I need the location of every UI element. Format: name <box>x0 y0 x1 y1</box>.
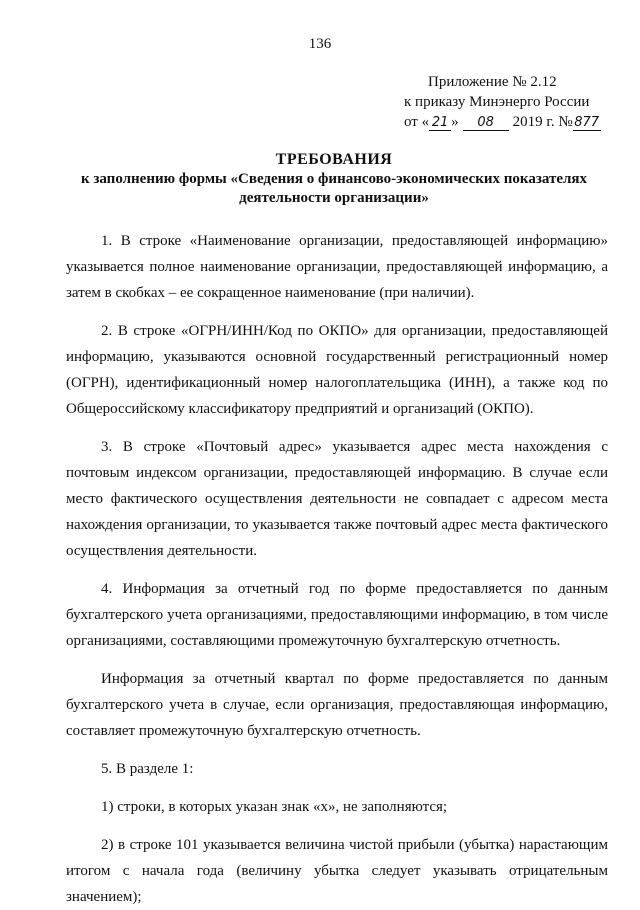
handwritten-day: 21 <box>429 115 451 131</box>
paragraph-3: 3. В строке «Почтовый адрес» указывается адрес места нахождения с почтовым индексом организации, предоставляющей информацию. В случае если место фактического осуществления деятельности не совпадает с адресом места нахождения организации, то указывается также почтовый адрес места фактического осуществления деятельности. <box>66 439 608 559</box>
title-subtitle-line2: деятельности организации» <box>239 190 429 206</box>
document-title <box>60 150 608 208</box>
appendix-title: Приложение № 2.12 <box>428 74 557 90</box>
paragraph-5-item-2: 2) в строке 101 указывается величина чистой прибыли (убытка) нарастающим итогом с начала года (величину убытка следует указывать отрицательным значением); <box>66 837 608 905</box>
appendix-date-line <box>404 112 604 132</box>
paragraph-4: 4. Информация за отчетный год по форме предоставляется по данным бухгалтерского учета организациями, предоставляющими информацию, в том числе организациями, составляющими промежуточную бухгалтерскую отчетность. <box>66 581 608 649</box>
date-year: 2019 г. № <box>512 114 573 130</box>
handwritten-month: 08 <box>463 115 509 131</box>
title-subtitle-line1: к заполнению формы «Сведения о финансово-экономических показателях <box>80 171 588 187</box>
title-main: ТРЕБОВАНИЯ <box>275 151 393 168</box>
appendix-block <box>404 72 604 132</box>
appendix-order-reference: к приказу Минэнерго России <box>404 94 590 110</box>
paragraph-2: 2. В строке «ОГРН/ИНН/Код по ОКПО» для организации, предоставляющей информацию, указываются основной государственный регистрационный номер (ОГРН), идентификационный номер налогоплательщика (ИНН), а также код по Общероссийскому классификатору предприятий и организаций (ОКПО). <box>66 323 608 417</box>
paragraph-5-item-1: 1) строки, в которых указан знак «x», не заполняются; <box>101 799 448 815</box>
paragraph-5: 5. В разделе 1: <box>101 761 194 777</box>
paragraph-4-quarterly: Информация за отчетный квартал по форме предоставляется по данным бухгалтерского учета в случае, если организация, предоставляющая информацию, составляет промежуточную бухгалтерскую отчетность. <box>66 671 608 739</box>
paragraph-1: 1. В строке «Наименование организации, предоставляющей информацию» указывается полное наименование организации, предоставляющей информацию, а затем в скобках – ее сокращенное наименование (при наличии). <box>66 233 608 301</box>
date-prefix: от « <box>404 114 430 130</box>
handwritten-order-number: 877 <box>574 115 600 130</box>
page-number: 136 <box>308 36 332 52</box>
date-quote-close: » <box>451 114 459 130</box>
document-body <box>66 228 608 910</box>
